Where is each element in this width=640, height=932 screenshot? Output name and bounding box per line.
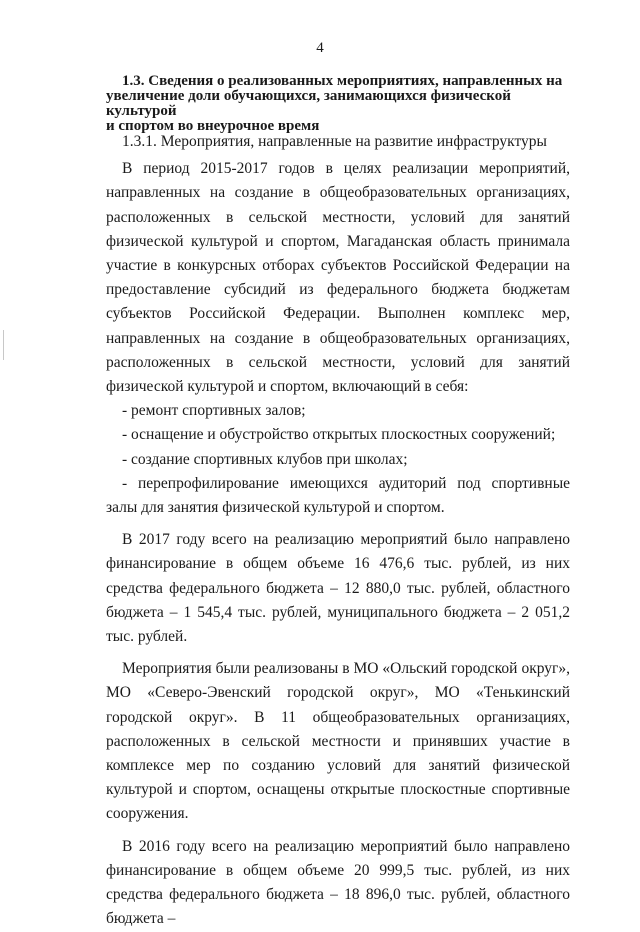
paragraph-municipalities: Мероприятия были реализованы в МО «Ольский городской округ», МО «Северо-Эвенский городской округ», МО «Тенькинский городской округ». В 11 общеобразовательных организациях, расположенных в сельской местности и принявших участие в комплексе мер по созданию условий для занятий физической культурой и спортом, оснащены открытые плоскостные спортивные сооружения. — [106, 660, 570, 823]
section-heading-line-2: увеличение доли обучающихся, занимающихся физической культурой — [106, 88, 511, 119]
list-item-sports-clubs: - создание спортивных клубов при школах; — [122, 450, 408, 468]
subsection-heading: 1.3.1. Мероприятия, направленные на развитие инфраструктуры — [122, 133, 547, 150]
paragraph-infrastructure-program: В период 2015-2017 годов в целях реализации мероприятий, направленных на создание в общеобразовательных организациях, расположенных в сельской местности, условий для занятий физической культурой и спортом, Магаданская область принимала участие в конкурсных отборах субъектов Российской Федерации на предоставление субсидий из федерального бюджета бюджетам субъектов Российской Федерации. Выполнен комплекс мер, направленных на создание в общеобразовательных организациях, расположенных в сельской местности, условий для занятий физической культурой и спортом, включающий в себя: — [106, 160, 570, 396]
list-item-gym-repair: - ремонт спортивных залов; — [122, 402, 306, 420]
scan-margin-mark — [3, 330, 4, 360]
paragraph-2017-funding: В 2017 году всего на реализацию мероприятий было направлено финансирование в общем объеме 16 476,6 тыс. рублей, из них средства федерального бюджета – 12 880,0 тыс. рублей, областного бюджета – 1 545,4 тыс. рублей, муниципального бюджета – 2 051,2 тыс. рублей. — [106, 531, 570, 646]
section-heading — [106, 74, 576, 134]
section-heading-line-1: 1.3. Сведения о реализованных мероприятиях, направленных на — [122, 73, 563, 89]
list-item-outdoor-facilities: - оснащение и обустройство открытых плоскостных сооружений; — [122, 426, 556, 444]
section-heading-line-3: и спортом во внеурочное время — [106, 118, 320, 134]
page-number: 4 — [316, 40, 324, 56]
document-body — [106, 130, 570, 932]
paragraph-2016-funding: В 2016 году всего на реализацию мероприятий было направлено финансирование в общем объеме 20 999,5 тыс. рублей, из них средства федерального бюджета – 18 896,0 тыс. рублей, областного бюджета – — [106, 837, 570, 928]
list-item-room-conversion: - перепрофилирование имеющихся аудиторий под спортивные залы для занятия физической культурой и спортом. — [106, 474, 570, 517]
